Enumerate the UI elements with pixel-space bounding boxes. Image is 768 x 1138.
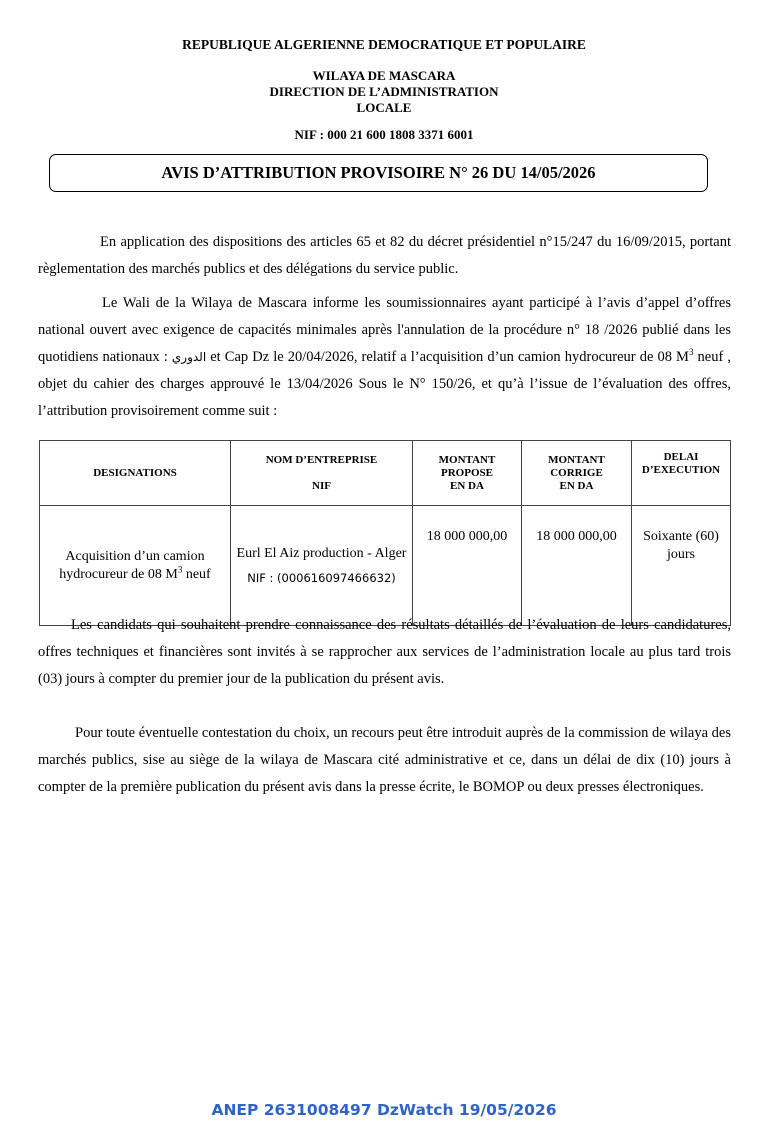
header-designations: DESIGNATIONS [40, 441, 231, 506]
cell-entreprise [231, 506, 413, 626]
header-nif: NIF : 000 21 600 1808 3371 6001 [294, 127, 474, 142]
paragraph-recours-text: Pour toute éventuelle contestation du choix, un recours peut être introduit auprès de la commission de wilaya des marchés publics, sise au siège de la wilaya de Mascara cité administrative et ce, dans un délai de dix (10) jours à compter de la première publication du présent avis dans la presse écrite, le BOMOP ou deux presses électroniques. [38, 725, 731, 795]
header-delai: DELAI D’EXECUTION [632, 441, 731, 506]
paragraph-recours [38, 720, 731, 801]
header-montant-corrige: MONTANT CORRIGE EN DA [522, 441, 632, 506]
paragraph-wali-part1: Le Wali de la Wilaya de Mascara informe les soumissionnaires ayant participé à l’avis d’appel d’offres national ouvert avec exigence de capacités minimales après l'annulation de la procédure n° 18 /2026 publié dans les quotidiens nationaux : [38, 295, 731, 365]
header-montant-propose: MONTANT PROPOSE EN DA [413, 441, 522, 506]
table-row [40, 506, 731, 626]
header-direction: DIRECTION DE L’ADMINISTRATION [269, 84, 499, 99]
entreprise-name: Eurl El Aiz production - Alger [236, 545, 407, 561]
paragraph-candidats [38, 612, 731, 693]
table-header-row [40, 441, 731, 506]
header-republique: REPUBLIQUE ALGERIENNE DEMOCRATIQUE ET POPULAIRE [182, 37, 586, 52]
cell-designation: Acquisition d’un camion hydrocureur de 08 $M^3$ neuf [40, 506, 231, 626]
paragraph-application-text: En application des dispositions des articles 65 et 82 du décret présidentiel n°15/247 du 16/09/2015, portant règlementation des marchés publics et des délégations du service public. [38, 234, 731, 277]
paragraph-wali-part2: et Cap Dz le 20/04/2026, relatif a l’acquisition d’un camion hydrocureur de 08 M [206, 349, 689, 365]
cubic-superscript: 3 [688, 347, 694, 358]
footer-anep-reference: ANEP 2631008497 DzWatch 19/05/2026 [211, 1101, 557, 1119]
cell-delai: Soixante (60) jours [632, 506, 731, 626]
paragraph-wali [38, 290, 731, 425]
paragraph-candidats-text: Les candidats qui souhaitent prendre connaissance des résultats détaillés de l’évaluation de leurs candidatures, offres techniques et financières sont invités à se rapprocher aux services de l’administration locale au plus tard trois (03) jours à compter du premier jour de la publication du présent avis. [38, 617, 731, 687]
entreprise-nif: NIF : (000616097466632) [247, 570, 396, 585]
notice-title-box [49, 154, 708, 192]
header-nom-entreprise: NOM D’ENTREPRISE NIF [231, 441, 413, 506]
header-wilaya: WILAYA DE MASCARA [312, 68, 456, 83]
notice-title: AVIS D’ATTRIBUTION PROVISOIRE N° 26 DU 14/05/2026 [161, 163, 596, 182]
paragraph-wali-part3: neuf , objet du cahier des charges approuvé le 13/04/2026 Sous le N° 150/26, et qu’à l’issue de l’évaluation des offres, l’attribution provisoirement comme suit : [38, 349, 731, 419]
header-locale: LOCALE [356, 100, 412, 115]
paragraph-application [38, 229, 731, 283]
award-table [39, 440, 731, 626]
cell-montant-corrige: 18 000 000,00 [522, 506, 632, 626]
cell-montant-propose: 18 000 000,00 [413, 506, 522, 626]
newspaper-name-arabic: الدوري [171, 350, 207, 364]
